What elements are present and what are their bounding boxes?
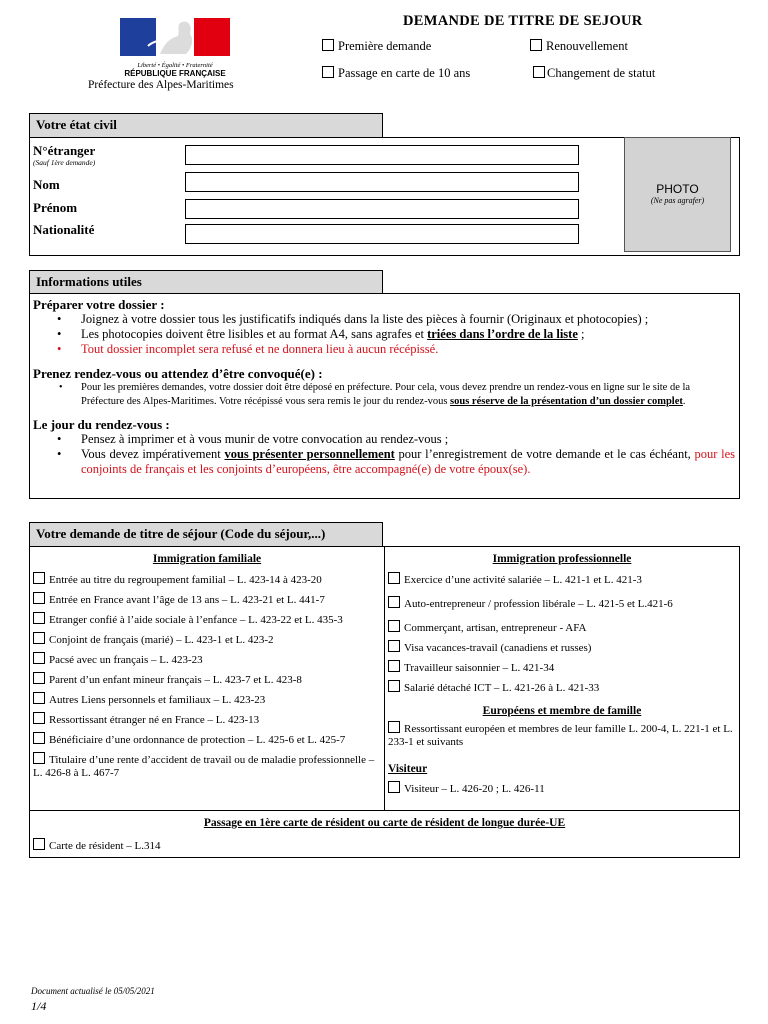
label-numero: N°étranger (Sauf 1ère demande) [33,143,96,167]
pro-column [388,553,736,801]
infos-header: Informations utiles [29,270,383,294]
famille-column [33,553,381,785]
famille-item[interactable]: Conjoint de français (marié) – L. 423-1 et L. 423-2 [33,632,381,647]
resident-item[interactable]: Carte de résident – L.314 [33,838,161,853]
label-nom: Nom [33,177,60,192]
photo-box [624,137,731,252]
checkbox[interactable] [530,39,542,51]
visiteur-title: Visiteur [388,763,428,775]
pro-item[interactable]: Auto-entrepreneur / profession libérale – L. 421-5 et L.421-6 [388,596,736,611]
rdv-title: Prenez rendez-vous ou attendez d’être convoqué(e) : [33,366,323,381]
famille-item[interactable]: Ressortissant étranger né en France – L. 423-13 [33,712,381,727]
logo-republic: RÉPUBLIQUE FRANÇAISE [124,69,226,78]
resident-divider [29,810,740,811]
jour-bullet-1: • Pensez à imprimer et à vous munir de votre convocation au rendez-vous ; [33,432,735,447]
pro-item[interactable]: Commerçant, artisan, entrepreneur - AFA [388,620,736,635]
famille-item[interactable]: Pacsé avec un français – L. 423-23 [33,652,381,667]
photo-label: PHOTO [656,182,699,196]
checkbox[interactable] [33,612,45,624]
request-type-first[interactable]: Première demande [322,39,431,54]
famille-item[interactable]: Etranger confié à l’aide sociale à l’enfance – L. 423-22 et L. 435-3 [33,612,381,627]
footer-page: 1/4 [31,999,47,1013]
request-type-renewal[interactable]: Renouvellement [530,39,628,54]
infos-content [33,297,735,477]
rdv-bullet-1: • Pour les premières demandes, votre dossier doit être déposé en préfecture. Pour cela, vous devez prendre un rendez-vous en ligne sur le site de la Préfecture des Alpes-Maritimes. Votre récépissé vous sera remis le jour du rendez-vous sous réserve de la présentation d’un dossier complet. [33,381,735,409]
famille-item[interactable]: Titulaire d’une rente d’accident de travail ou de maladie professionnelle – L. 426-8 à L. 467-7 [33,754,375,779]
label-nationalite: Nationalité [33,222,95,237]
demande-header: Votre demande de titre de séjour (Code du séjour,...) [29,522,383,547]
pro-item[interactable]: Exercice d’une activité salariée – L. 421-1 et L. 421-3 [388,572,736,587]
prepare-bullet-2: • Les photocopies doivent être lisibles et au format A4, sans agrafes et triées dans l’ordre de la liste ; [33,327,735,342]
numero-field[interactable] [185,145,579,165]
famille-item[interactable]: Autres Liens personnels et familiaux – L. 423-23 [33,692,381,707]
checkbox[interactable] [388,660,400,672]
etat-civil-header: Votre état civil [29,113,383,138]
checkbox[interactable] [322,66,334,78]
checkbox[interactable] [388,781,400,793]
checkbox[interactable] [33,692,45,704]
checkbox[interactable] [33,752,45,764]
checkbox[interactable] [388,572,400,584]
prepare-bullet-3: • Tout dossier incomplet sera refusé et ne donnera lieu à aucun récépissé. [33,342,735,357]
prepare-title: Préparer votre dossier : [33,297,165,312]
jour-title: Le jour du rendez-vous : [33,417,170,432]
pro-item[interactable]: Visa vacances-travail (canadiens et russes) [388,640,736,655]
famille-item[interactable]: Entrée au titre du regroupement familial – L. 423-14 à 423-20 [33,572,381,587]
checkbox[interactable] [33,572,45,584]
pro-title: Immigration professionnelle [492,553,632,565]
request-type-status-change[interactable]: Changement de statut [533,66,655,81]
logo-motto: Liberté • Égalité • Fraternité [137,62,213,69]
famille-item[interactable]: Parent d’un enfant mineur français – L. 423-7 et L. 423-8 [33,672,381,687]
checkbox[interactable] [33,672,45,684]
column-divider [384,546,385,810]
checkbox[interactable] [33,838,45,850]
marianne-flag-icon [120,18,230,56]
republic-logo [120,18,230,82]
visiteur-item[interactable]: Visiteur – L. 426-20 ; L. 426-11 [388,781,736,796]
prenom-field[interactable] [185,199,579,219]
euro-title: Européens et membre de famille [482,705,642,717]
euro-item[interactable]: Ressortissant européen et membres de leur famille L. 200-4, L. 221-1 et L. 233-1 et suivants [388,723,733,748]
checkbox[interactable] [33,652,45,664]
checkbox[interactable] [388,620,400,632]
checkbox[interactable] [322,39,334,51]
famille-title: Immigration familiale [152,553,262,565]
checkbox[interactable] [533,66,545,78]
checkbox[interactable] [388,721,400,733]
nom-field[interactable] [185,172,579,192]
checkbox[interactable] [33,732,45,744]
resident-title: Passage en 1ère carte de résident ou carte de résident de longue durée-UE [203,817,566,829]
nationalite-field[interactable] [185,224,579,244]
request-type-10-years[interactable]: Passage en carte de 10 ans [322,66,470,81]
famille-item[interactable]: Bénéficiaire d’une ordonnance de protection – L. 425-6 et L. 425-7 [33,732,381,747]
label-prenom: Prénom [33,200,78,215]
checkbox[interactable] [33,712,45,724]
checkbox[interactable] [33,592,45,604]
pro-item[interactable]: Travailleur saisonnier – L. 421-34 [388,660,736,675]
form-title: DEMANDE DE TITRE DE SEJOUR [403,13,643,29]
famille-item[interactable]: Entrée en France avant l’âge de 13 ans – L. 423-21 et L. 441-7 [33,592,381,607]
jour-bullet-2: • Vous devez impérativement vous présenter personnellement pour l’enregistrement de votre demande et le cas échéant, pour les conjoints de français et les conjoints d’européens, être accompagné(e) de votre époux(se). [33,447,735,477]
prefecture-name: Préfecture des Alpes-Maritimes [88,79,234,91]
checkbox[interactable] [388,680,400,692]
checkbox[interactable] [388,640,400,652]
checkbox[interactable] [33,632,45,644]
prepare-bullet-1: • Joignez à votre dossier tous les justificatifs indiqués dans la liste des pièces à fournir (Originaux et photocopies) ; [33,312,735,327]
photo-note: (Ne pas agrafer) [650,196,705,205]
footer-updated: Document actualisé le 05/05/2021 [31,986,155,996]
checkbox[interactable] [388,596,400,608]
pro-item[interactable]: Salarié détaché ICT – L. 421-26 à L. 421-33 [388,680,736,695]
